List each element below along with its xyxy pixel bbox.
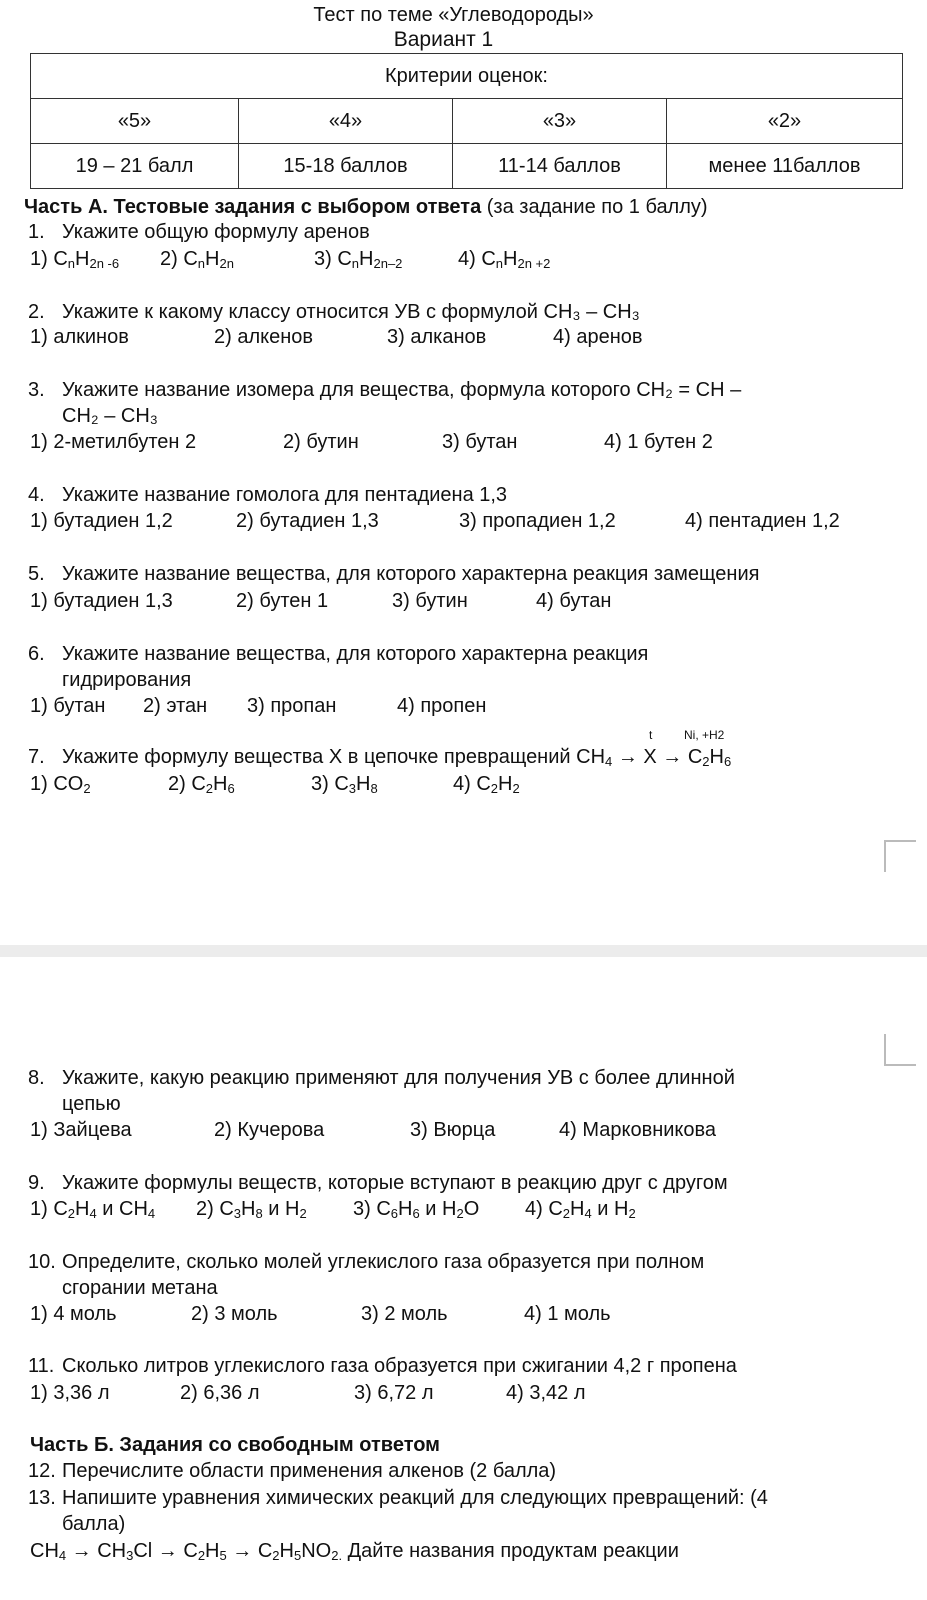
question-text-continued: цепью <box>62 1093 121 1115</box>
grade-cell: «2» <box>667 99 903 144</box>
question-4 <box>28 484 507 507</box>
question-6 <box>28 643 648 666</box>
score-range-cell: 11-14 баллов <box>453 144 667 189</box>
answer-option: 1) бутан <box>30 695 106 717</box>
question-7: 7. Укажите формулу вещества Х в цепочке превращений $CH_4 \to X \to C_2H_6$ <box>28 746 732 769</box>
question-text: Сколько литров углекислого газа образуется при сжигании 4,2 г пропена <box>62 1355 737 1377</box>
answer-option: 3) 6,72 л <box>354 1382 434 1404</box>
question-text-continued: балла) <box>62 1513 126 1535</box>
answer-option: 4) 1 моль <box>524 1303 611 1325</box>
answer-option: 4) аренов <box>553 326 643 348</box>
reaction-condition-catalyst: Ni, +H2 <box>684 728 725 742</box>
grade-cell: «4» <box>239 99 453 144</box>
question-text: Перечислите области применения алкенов (2 балла) <box>62 1460 557 1482</box>
answer-option: 4) 1 бутен 2 <box>604 431 713 453</box>
answer-option: 1) 2-метилбутен 2 <box>30 431 197 453</box>
answer-option: 1) 4 моль <box>30 1303 117 1325</box>
question-number: 4. <box>28 484 45 506</box>
answer-option: 2) бутадиен 1,3 <box>236 510 379 532</box>
answer-option: 2) Кучерова <box>214 1119 325 1141</box>
part-b-heading: Часть Б. Задания со свободным ответом <box>30 1434 440 1456</box>
answer-option: 4) $C_nH_{2n +2}$ <box>458 248 551 271</box>
question-number: 12. <box>28 1460 56 1482</box>
question-2 <box>28 301 640 324</box>
question-text: Определите, сколько молей углекислого газа образуется при полном <box>62 1251 705 1273</box>
answer-option: 3) $C_3H_8$ <box>311 773 378 796</box>
answer-option: 1) 3,36 л <box>30 1382 110 1404</box>
answer-option: 2) 3 моль <box>191 1303 278 1325</box>
answer-option: 1) $C_2H_4$ и $CH_4$ <box>30 1198 156 1221</box>
question-text: Укажите формулу вещества Х в цепочке превращений <box>62 746 571 768</box>
answer-option: 3) бутан <box>442 431 518 453</box>
question-number: 8. <box>28 1067 45 1089</box>
answer-option: 3) 2 моль <box>361 1303 448 1325</box>
question-number: 1. <box>28 221 45 243</box>
question-text: Укажите название изомера для вещества, формула которого CH₂ = CH – <box>62 379 742 401</box>
question-text-tail: Дайте названия продуктам реакции <box>342 1540 679 1562</box>
question-text: Укажите общую формулу аренов <box>62 221 370 243</box>
page-corner-mark <box>884 1034 916 1066</box>
question-number: 3. <box>28 379 45 401</box>
question-3 <box>28 379 741 402</box>
question-text-continued: гидрирования <box>62 669 192 691</box>
answer-option: 4) 3,42 л <box>506 1382 586 1404</box>
question-8 <box>28 1067 735 1090</box>
grading-criteria-table <box>30 53 903 189</box>
answer-option: 4) пентадиен 1,2 <box>685 510 840 532</box>
answer-option: 2) 6,36 л <box>180 1382 260 1404</box>
question-text: Укажите название вещества, для которого характерна реакция замещения <box>62 563 760 585</box>
reaction-condition-temperature: t <box>649 728 653 742</box>
score-range-cell: менее 11баллов <box>667 144 903 189</box>
score-range-cell: 15-18 баллов <box>239 144 453 189</box>
question-number: 10. <box>28 1251 56 1273</box>
answer-option: 2) $C_nH_{2n}$ <box>160 248 234 271</box>
answer-option: 3) Вюрца <box>410 1119 496 1141</box>
variant-title: Вариант 1 <box>393 28 494 51</box>
question-number: 7. <box>28 746 45 768</box>
answer-option: 4) Марковникова <box>559 1119 717 1141</box>
question-text: Укажите формулы веществ, которые вступают в реакцию друг с другом <box>62 1172 728 1194</box>
page-divider <box>0 945 927 957</box>
answer-option: 1) $CO_2$ <box>30 773 91 796</box>
answer-option: 2) алкенов <box>214 326 314 348</box>
answer-option: 3) пропан <box>247 695 337 717</box>
answer-option: 3) $C_nH_{2n-2}$ <box>314 248 403 271</box>
question-10 <box>28 1251 704 1274</box>
grade-cell: «3» <box>453 99 667 144</box>
answer-option: 4) пропен <box>397 695 487 717</box>
question-text-continued: сгорании метана <box>62 1277 218 1299</box>
question-5 <box>28 563 759 586</box>
question-number: 2. <box>28 301 45 323</box>
answer-option: 1) $C_nH_{2n -6}$ <box>30 248 120 271</box>
question-9 <box>28 1172 728 1195</box>
answer-option: 3) бутин <box>392 590 468 612</box>
answer-option: 3) пропадиен 1,2 <box>459 510 616 532</box>
answer-option: 3) $C_6H_6$ и $H_2O$ <box>353 1198 480 1221</box>
answer-option: 2) бутен 1 <box>236 590 329 612</box>
answer-option: 4) $C_2H_4$ и $H_2$ <box>525 1198 636 1221</box>
answer-option: 3) алканов <box>387 326 487 348</box>
grade-cell: «5» <box>31 99 239 144</box>
answer-option: 2) $C_2H_6$ <box>168 773 235 796</box>
question-text: Укажите к какому классу относится УВ с формулой CH₃ – CH₃ <box>62 301 640 323</box>
answer-option: 1) бутадиен 1,3 <box>30 590 173 612</box>
question-number: 6. <box>28 643 45 665</box>
question-text: Укажите, какую реакцию применяют для получения УВ с более длинной <box>62 1067 735 1089</box>
question-number: 11. <box>28 1355 55 1377</box>
question-text: Укажите название гомолога для пентадиена 1,3 <box>62 484 508 506</box>
part-a-heading <box>24 196 708 219</box>
criteria-caption: Критерии оценок: <box>31 54 903 99</box>
answer-option: 1) Зайцева <box>30 1119 132 1141</box>
test-title: Тест по теме «Углеводороды» <box>313 4 594 26</box>
answer-option: 2) этан <box>143 695 208 717</box>
answer-option: 2) $C_3H_8$ и $H_2$ <box>196 1198 307 1221</box>
question-number: 13. <box>28 1487 56 1509</box>
question-13 <box>28 1487 768 1510</box>
question-text: Напишите уравнения химических реакций для следующих превращений: (4 <box>62 1487 768 1509</box>
part-a-title: Часть А. Тестовые задания с выбором ответа <box>24 196 482 218</box>
answer-option: 4) бутан <box>536 590 612 612</box>
answer-option: 2) бутин <box>283 431 359 453</box>
question-12 <box>28 1460 556 1483</box>
question-11 <box>28 1355 737 1378</box>
question-number: 9. <box>28 1172 45 1194</box>
page-corner-mark <box>884 840 916 872</box>
score-range-cell: 19 – 21 балл <box>31 144 239 189</box>
question-1 <box>28 221 370 244</box>
answer-option: 1) бутадиен 1,2 <box>30 510 173 532</box>
question-number: 5. <box>28 563 45 585</box>
part-a-note: (за задание по 1 баллу) <box>481 196 708 218</box>
question-text-continued: CH₂ – CH₃ <box>62 405 158 427</box>
answer-option: 4) $C_2H_2$ <box>453 773 520 796</box>
answer-option: 1) алкинов <box>30 326 129 348</box>
question-text: Укажите название вещества, для которого характерна реакция <box>62 643 649 665</box>
reaction-chain: $CH_4 \to CH_3Cl \to C_2H_5 \to C_2H_5NO_{2.}$ Дайте названия продуктам реакции <box>30 1540 679 1563</box>
